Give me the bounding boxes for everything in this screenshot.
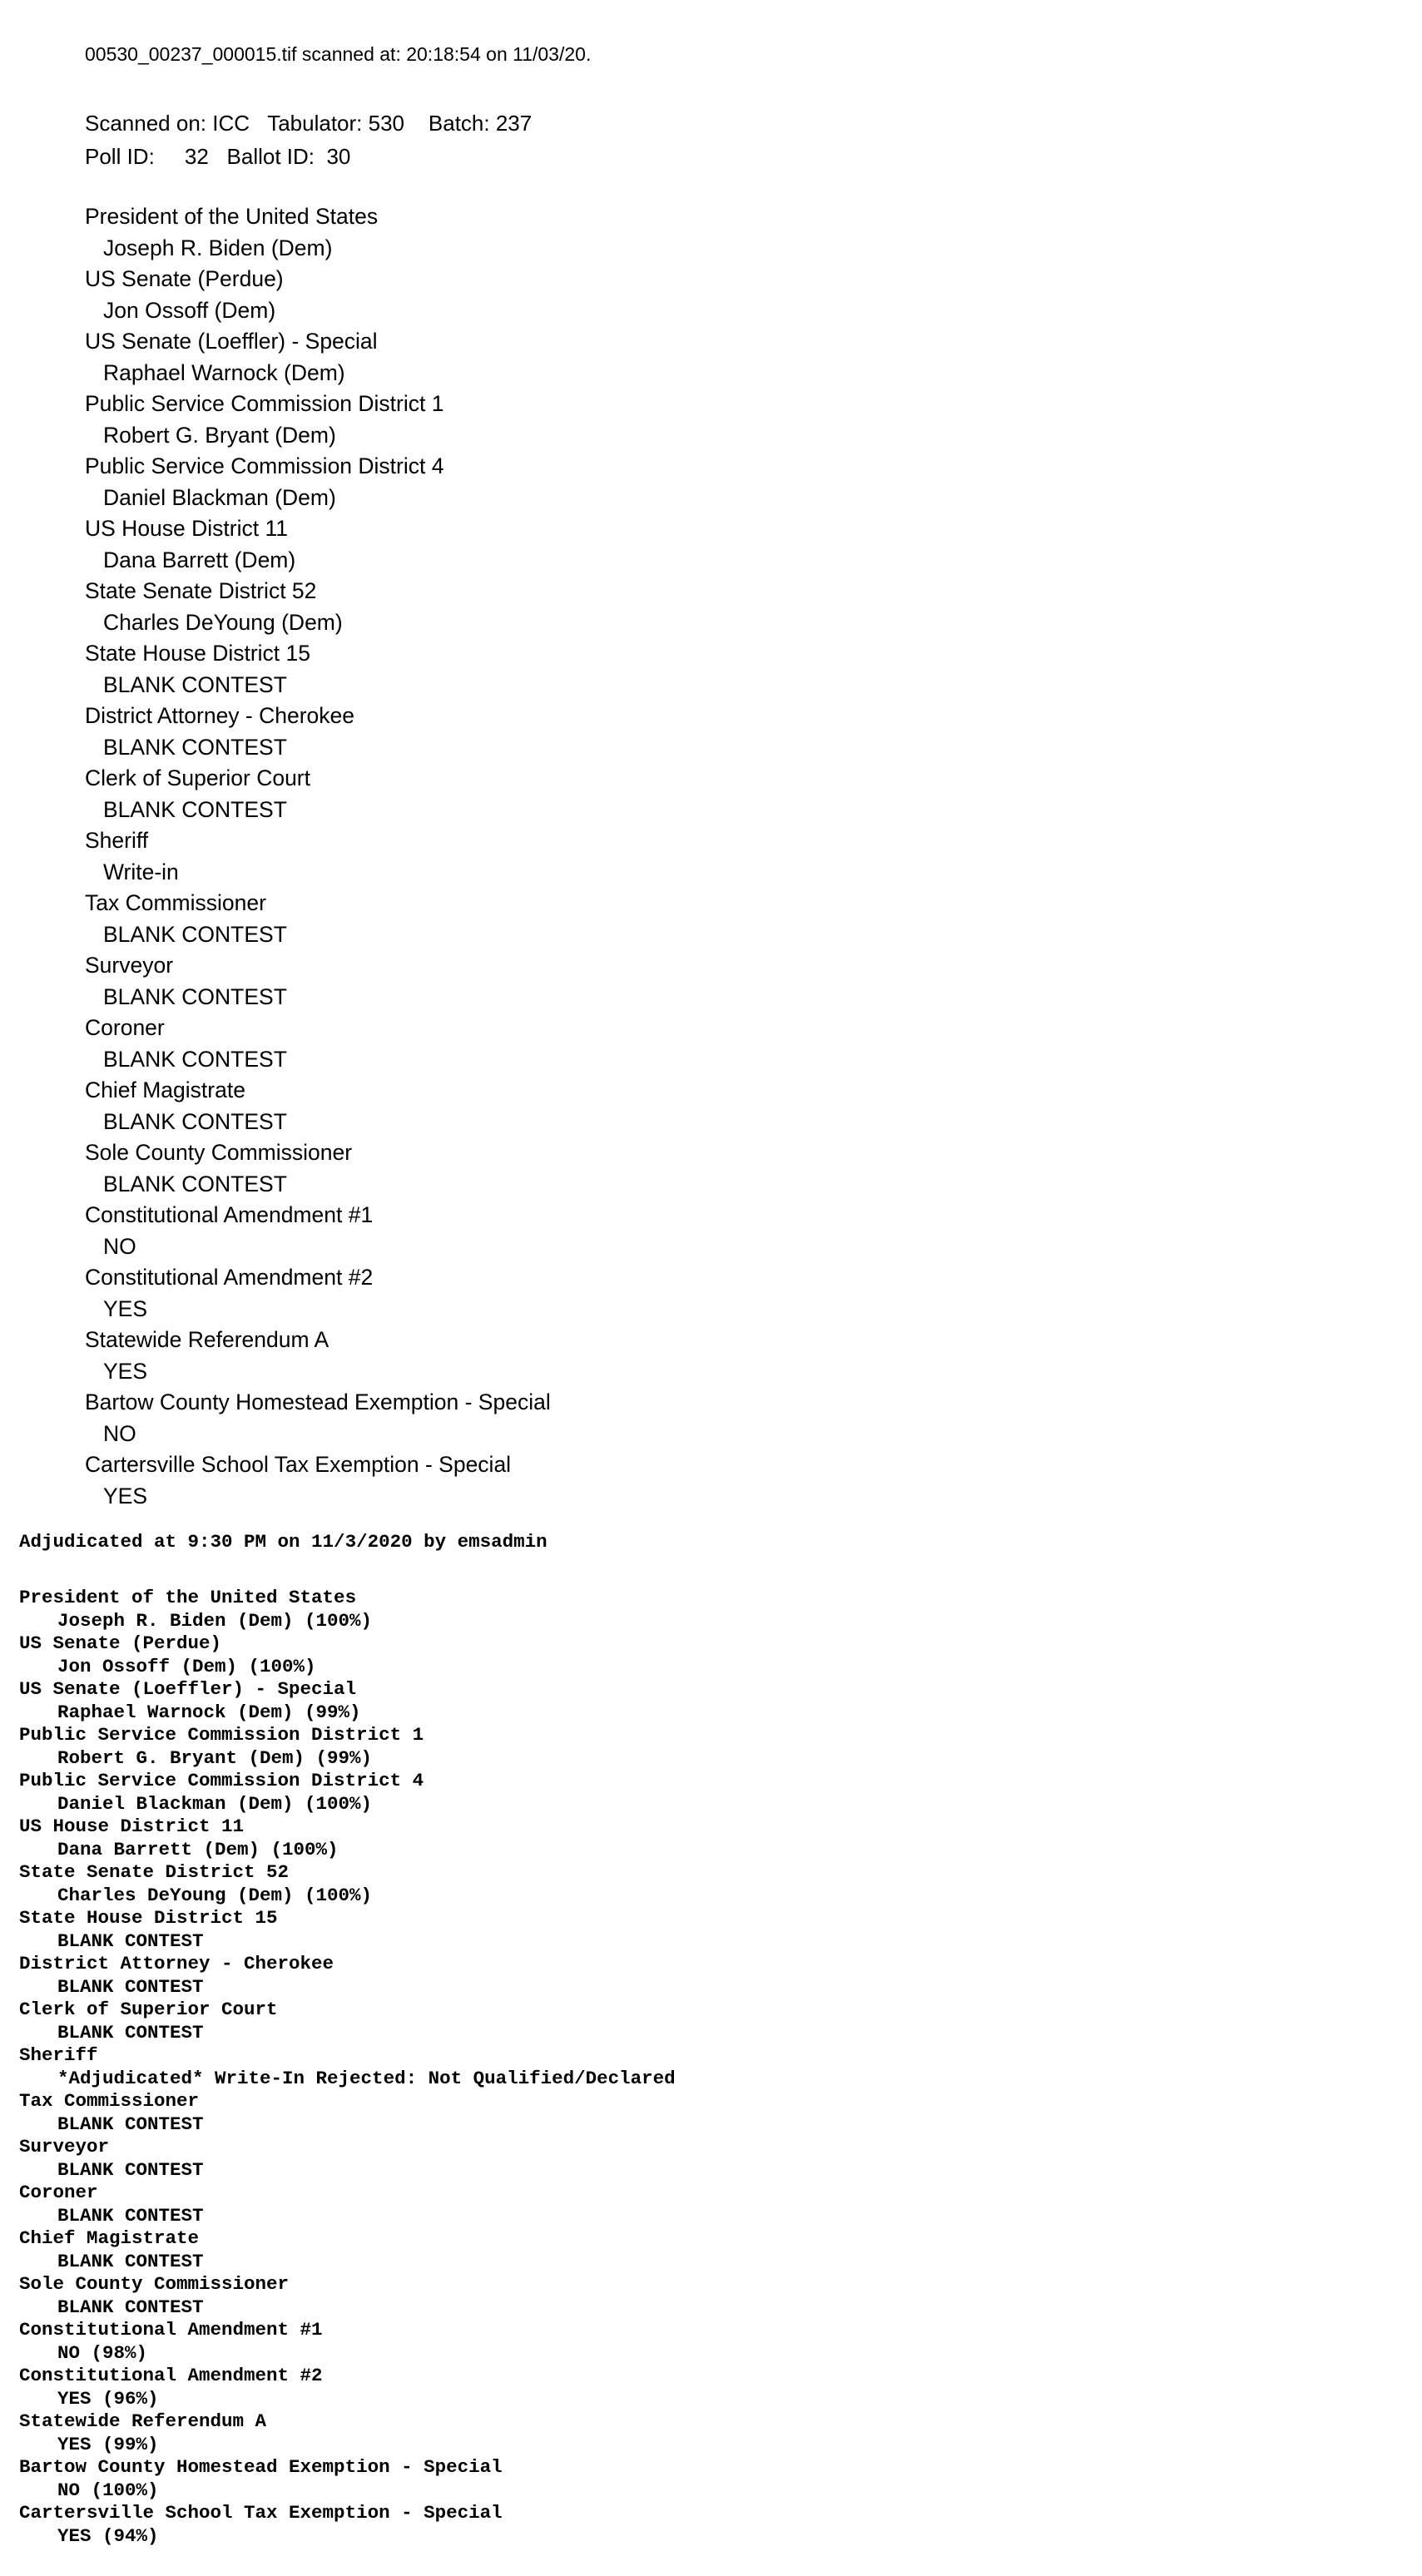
contest-name: President of the United States — [85, 204, 379, 229]
adjudicated-contest-name: President of the United States — [19, 1587, 357, 1608]
adjudicated-contest-name: Coroner — [19, 2182, 98, 2203]
adjudicated-contest-choice: NO (100%) — [57, 2479, 159, 2501]
contest-name: Surveyor — [85, 953, 174, 978]
contest-name: Coroner — [85, 1015, 165, 1040]
contest-name: District Attorney - Cherokee — [85, 703, 355, 728]
scanned-ballot-section — [85, 40, 591, 1512]
adjudication-section — [19, 1530, 676, 2548]
contest-choice: NO — [103, 1420, 136, 1446]
adjudicated-contest-name: Public Service Commission District 4 — [19, 1770, 424, 1791]
adjudicated-contest-name: Constitutional Amendment #1 — [19, 2319, 323, 2341]
contest-choice: Charles DeYoung (Dem) — [103, 609, 343, 635]
adjudicated-contest-name: State Senate District 52 — [19, 1861, 290, 1883]
contest-name: State Senate District 52 — [85, 578, 317, 603]
adjudicated-contest-name: Bartow County Homestead Exemption - Special — [19, 2456, 503, 2478]
contest-choice: YES — [103, 1483, 148, 1508]
adjudicated-contest-choice: BLANK CONTEST — [57, 2021, 204, 2043]
adjudicated-contest-choice: BLANK CONTEST — [57, 2250, 204, 2272]
adjudicated-contest-choice: BLANK CONTEST — [57, 2296, 204, 2318]
adjudicated-contest-choice: YES (96%) — [57, 2387, 159, 2410]
adjudicated-contest-name: US Senate (Perdue) — [19, 1632, 222, 1654]
contest-choice: Raphael Warnock (Dem) — [103, 359, 345, 385]
adjudicated-contest-name: Surveyor — [19, 2136, 110, 2157]
adjudicated-contest-choice: Joseph R. Biden (Dem) (100%) — [57, 1609, 373, 1632]
poll-ballot-line: Poll ID: 32 Ballot ID: 30 — [85, 144, 351, 169]
contest-choice: Robert G. Bryant (Dem) — [103, 422, 336, 448]
contest-choice: BLANK CONTEST — [103, 1171, 287, 1196]
contest-choice: BLANK CONTEST — [103, 734, 287, 760]
adjudicated-contest-name: Tax Commissioner — [19, 2090, 200, 2112]
adjudicated-contest-name: Sheriff — [19, 2044, 98, 2066]
contest-name: Tax Commissioner — [85, 890, 266, 915]
contest-choice: Daniel Blackman (Dem) — [103, 484, 336, 510]
scan-header: 00530_00237_000015.tif scanned at: 20:18:54 on 11/03/20. — [85, 43, 592, 65]
contest-choice: BLANK CONTEST — [103, 1046, 287, 1072]
contest-name: Public Service Commission District 4 — [85, 453, 444, 478]
adjudicated-contest-choice: YES (99%) — [57, 2433, 159, 2455]
adjudicated-contest-choice: YES (94%) — [57, 2524, 159, 2547]
contest-choice: Jon Ossoff (Dem) — [103, 297, 276, 323]
contest-name: US Senate (Loeffler) - Special — [85, 329, 378, 354]
adjudicated-contest-name: Clerk of Superior Court — [19, 1999, 278, 2020]
adjudicated-contest-name: Cartersville School Tax Exemption - Special — [19, 2502, 503, 2524]
adjudicated-contest-choice: Robert G. Bryant (Dem) (99%) — [57, 1746, 373, 1769]
adjudication-title: Adjudicated at 9:30 PM on 11/3/2020 by emsadmin — [19, 1531, 547, 1553]
adjudicated-contest-choice: BLANK CONTEST — [57, 1975, 204, 1998]
contest-name: Clerk of Superior Court — [85, 765, 310, 790]
contest-name: US Senate (Perdue) — [85, 266, 284, 291]
adjudicated-contest-name: Statewide Referendum A — [19, 2410, 267, 2432]
contest-choice: YES — [103, 1295, 148, 1321]
adjudicated-contest-name: Chief Magistrate — [19, 2227, 200, 2249]
contest-name: State House District 15 — [85, 641, 311, 666]
contest-name: Sole County Commissioner — [85, 1140, 353, 1165]
contest-name: Statewide Referendum A — [85, 1327, 329, 1352]
adjudicated-contest-list — [19, 1587, 676, 2548]
contest-name: Chief Magistrate — [85, 1077, 245, 1102]
adjudicated-contest-name: District Attorney - Cherokee — [19, 1953, 334, 1974]
contest-choice: YES — [103, 1358, 148, 1384]
adjudicated-contest-choice: Daniel Blackman (Dem) (100%) — [57, 1792, 373, 1815]
adjudicated-contest-name: Public Service Commission District 1 — [19, 1724, 424, 1746]
contest-name: US House District 11 — [85, 516, 288, 541]
contest-choice: Joseph R. Biden (Dem) — [103, 235, 333, 260]
scan-meta — [85, 107, 591, 173]
adjudicated-contest-name: State House District 15 — [19, 1907, 278, 1929]
adjudicated-contest-choice: Raphael Warnock (Dem) (99%) — [57, 1701, 361, 1723]
adjudicated-contest-name: Sole County Commissioner — [19, 2273, 290, 2295]
contest-choice: BLANK CONTEST — [103, 921, 287, 947]
contest-name: Bartow County Homestead Exemption - Special — [85, 1390, 551, 1414]
adjudicated-contest-name: US House District 11 — [19, 1816, 245, 1837]
contest-name: Constitutional Amendment #1 — [85, 1202, 374, 1227]
adjudicated-contest-name: Constitutional Amendment #2 — [19, 2365, 323, 2386]
contest-name: Public Service Commission District 1 — [85, 391, 444, 416]
adjudicated-contest-choice: BLANK CONTEST — [57, 1930, 204, 1952]
adjudicated-contest-choice: BLANK CONTEST — [57, 2113, 204, 2135]
adjudicated-contest-choice: BLANK CONTEST — [57, 2204, 204, 2227]
adjudicated-contest-choice: Jon Ossoff (Dem) (100%) — [57, 1655, 316, 1677]
contest-name: Constitutional Amendment #2 — [85, 1265, 374, 1290]
contest-name: Cartersville School Tax Exemption - Special — [85, 1452, 512, 1477]
contest-choice: BLANK CONTEST — [103, 671, 287, 697]
contest-choice: BLANK CONTEST — [103, 983, 287, 1009]
adjudicated-contest-choice: Charles DeYoung (Dem) (100%) — [57, 1884, 373, 1906]
adjudicated-contest-choice: NO (98%) — [57, 2341, 148, 2364]
scanned-on-line: Scanned on: ICC Tabulator: 530 Batch: 237 — [85, 111, 533, 136]
adjudicated-contest-name: US Senate (Loeffler) - Special — [19, 1678, 357, 1700]
contest-choice: BLANK CONTEST — [103, 796, 287, 822]
contest-choice: BLANK CONTEST — [103, 1108, 287, 1134]
adjudicated-contest-choice: Dana Barrett (Dem) (100%) — [57, 1838, 339, 1860]
adjudicated-contest-choice: BLANK CONTEST — [57, 2158, 204, 2181]
contest-choice: Write-in — [103, 859, 179, 884]
adjudicated-contest-choice: *Adjudicated* Write-In Rejected: Not Qualified/Declared — [57, 2067, 676, 2089]
contest-name: Sheriff — [85, 828, 149, 853]
contest-choice: Dana Barrett (Dem) — [103, 547, 296, 572]
contest-choice: NO — [103, 1233, 136, 1259]
scanned-contest-list — [85, 201, 591, 1512]
